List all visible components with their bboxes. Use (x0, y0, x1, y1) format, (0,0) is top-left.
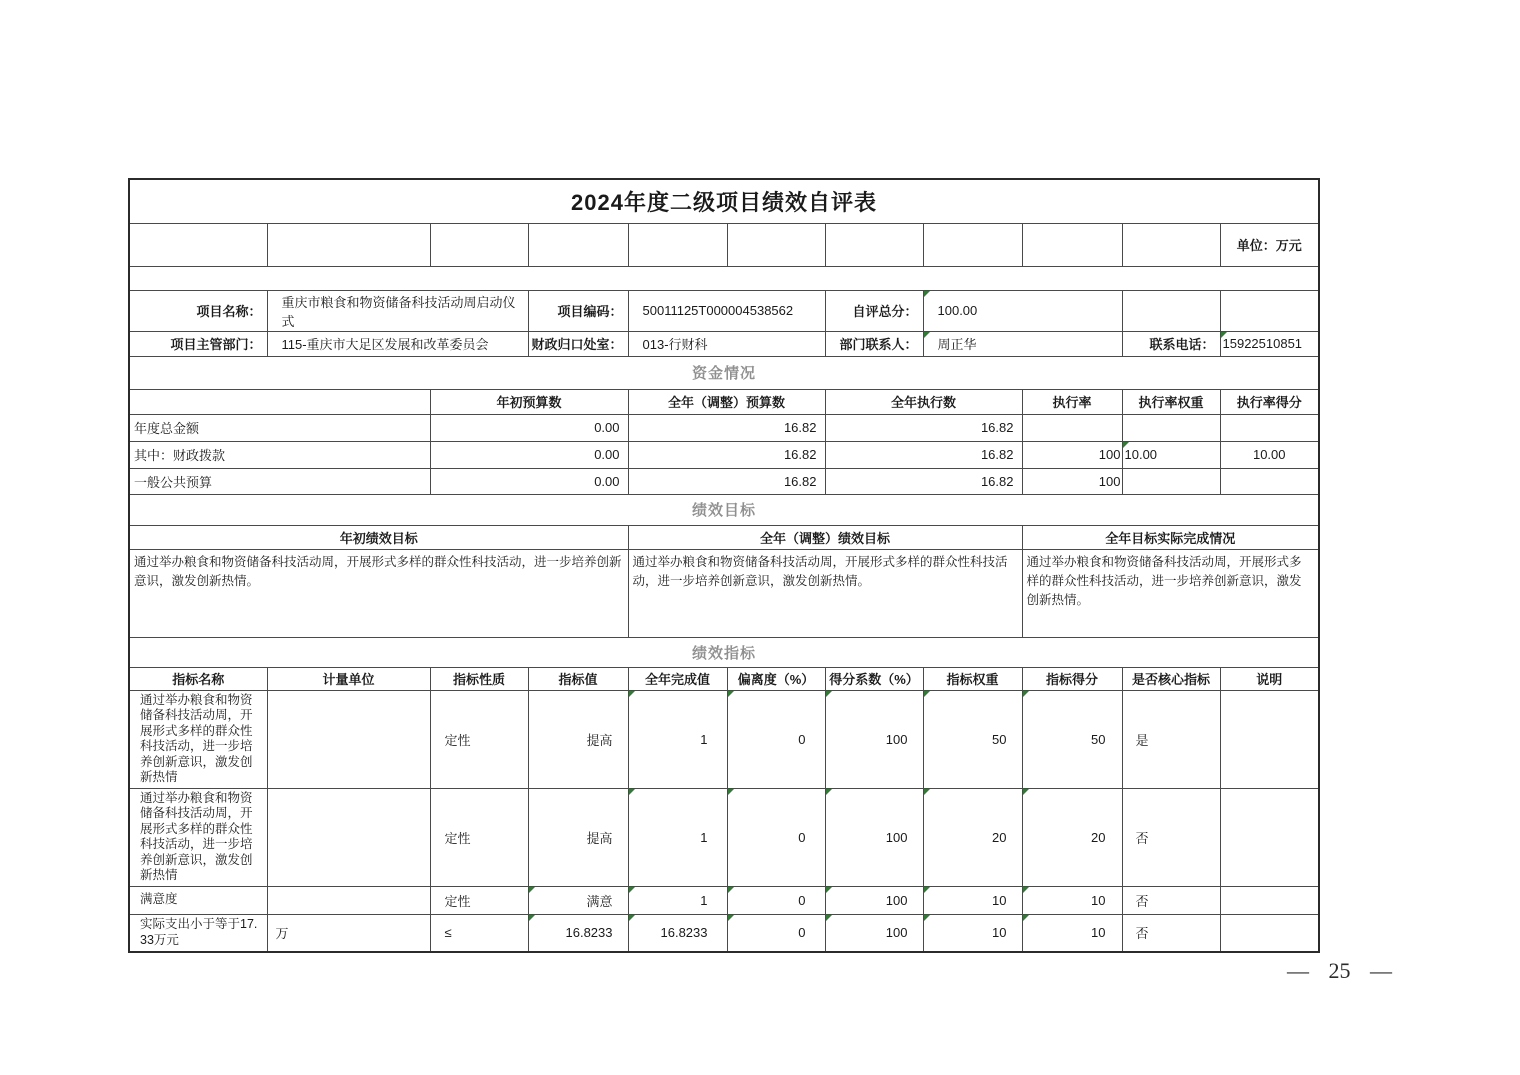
empty-cell (129, 266, 1319, 290)
funding-executed-value: 16.82 (825, 441, 1022, 468)
indicator-weight: 20 (923, 788, 1022, 886)
indicator-core-flag: 否 (1122, 886, 1220, 914)
goal-adjusted-text: 通过举办粮食和物资储备科技活动周，开展形式多样的群众性科技活动，进一步培养创新意识，激发创新热情。 (628, 549, 1022, 637)
funding-rate-weight-value (1122, 414, 1220, 441)
indicator-row-4 (129, 914, 1319, 952)
indicator-header-core: 是否核心指标 (1122, 667, 1220, 690)
self-score-label: 自评总分： (825, 290, 923, 331)
indicator-note (1220, 788, 1319, 886)
contact-person-value: 周正华 (923, 331, 1122, 356)
goals-header-row (129, 525, 1319, 549)
indicators-section-title: 绩效指标 (129, 637, 1319, 667)
funding-row-label: 其中：财政拨款 (129, 441, 430, 468)
contact-person-label: 部门联系人： (825, 331, 923, 356)
indicator-weight: 10 (923, 914, 1022, 952)
goals-section-row (129, 494, 1319, 525)
indicator-core-flag: 是 (1122, 690, 1220, 788)
evaluation-sheet (128, 178, 1320, 953)
project-code-value: 50011125T000004538562 (628, 290, 825, 331)
indicator-coefficient: 100 (825, 886, 923, 914)
indicator-unit (267, 788, 430, 886)
indicator-deviation: 0 (727, 690, 825, 788)
goals-section-title: 绩效目标 (129, 494, 1319, 525)
funding-rate-score-value (1220, 468, 1319, 494)
funding-rate-weight-value: 10.00 (1122, 441, 1220, 468)
empty-cell (825, 223, 923, 266)
indicator-core-flag: 否 (1122, 914, 1220, 952)
indicator-weight: 10 (923, 886, 1022, 914)
indicator-header-unit: 计量单位 (267, 667, 430, 690)
empty-cell (1122, 223, 1220, 266)
funding-rate-weight-value (1122, 468, 1220, 494)
self-evaluation-table (128, 178, 1320, 953)
page-title: 2024年度二级项目绩效自评表 (129, 179, 1319, 223)
project-info-row-2 (129, 331, 1319, 356)
empty-cell (1220, 290, 1319, 331)
indicator-unit (267, 886, 430, 914)
department-label: 项目主管部门： (129, 331, 267, 356)
funding-row-label: 一般公共预算 (129, 468, 430, 494)
indicator-score: 20 (1022, 788, 1122, 886)
indicator-note (1220, 690, 1319, 788)
empty-cell (1022, 223, 1122, 266)
indicator-coefficient: 100 (825, 690, 923, 788)
funding-rate-value: 100 (1022, 468, 1122, 494)
funding-row-public-budget (129, 468, 1319, 494)
indicator-note (1220, 914, 1319, 952)
indicator-row-2 (129, 788, 1319, 886)
title-row (129, 179, 1319, 223)
project-name-value: 重庆市粮食和物资储备科技活动周启动仪式 (267, 290, 528, 331)
funding-section-row (129, 356, 1319, 389)
funding-header-rate-weight: 执行率权重 (1122, 389, 1220, 414)
funding-header-adjusted-budget: 全年（调整）预算数 (628, 389, 825, 414)
indicator-header-coefficient: 得分系数（%） (825, 667, 923, 690)
empty-cell (923, 223, 1022, 266)
finance-office-value: 013-行财科 (628, 331, 825, 356)
funding-rate-score-value (1220, 414, 1319, 441)
department-value: 115-重庆市大足区发展和改革委员会 (267, 331, 528, 356)
funding-header-rate: 执行率 (1022, 389, 1122, 414)
empty-header-cell (129, 389, 430, 414)
indicator-name: 通过举办粮食和物资储备科技活动周，开展形式多样的群众性科技活动，进一步培养创新意识，激发创新热情 (129, 690, 267, 788)
indicator-nature: 定性 (430, 690, 528, 788)
indicator-deviation: 0 (727, 914, 825, 952)
indicator-coefficient: 100 (825, 914, 923, 952)
unit-label: 单位：万元 (1220, 223, 1319, 266)
indicator-row-3 (129, 886, 1319, 914)
indicator-header-completed: 全年完成值 (628, 667, 727, 690)
funding-executed-value: 16.82 (825, 468, 1022, 494)
indicator-core-flag: 否 (1122, 788, 1220, 886)
indicator-deviation: 0 (727, 788, 825, 886)
indicator-header-deviation: 偏离度（%） (727, 667, 825, 690)
indicator-header-note: 说明 (1220, 667, 1319, 690)
indicator-nature: ≤ (430, 914, 528, 952)
funding-row-label: 年度总金额 (129, 414, 430, 441)
indicators-header-row (129, 667, 1319, 690)
funding-adjusted-value: 16.82 (628, 468, 825, 494)
empty-cell (528, 223, 628, 266)
indicator-completed-value: 16.8233 (628, 914, 727, 952)
funding-row-total (129, 414, 1319, 441)
unit-row (129, 223, 1319, 266)
indicator-completed-value: 1 (628, 690, 727, 788)
phone-label: 联系电话： (1122, 331, 1220, 356)
indicator-note (1220, 886, 1319, 914)
funding-row-fiscal (129, 441, 1319, 468)
funding-adjusted-value: 16.82 (628, 441, 825, 468)
goals-content-row (129, 549, 1319, 637)
indicator-header-score: 指标得分 (1022, 667, 1122, 690)
indicator-nature: 定性 (430, 886, 528, 914)
project-name-label: 项目名称： (129, 290, 267, 331)
indicator-target-value: 满意 (528, 886, 628, 914)
funding-initial-value: 0.00 (430, 414, 628, 441)
funding-rate-value (1022, 414, 1122, 441)
indicator-coefficient: 100 (825, 788, 923, 886)
indicator-header-nature: 指标性质 (430, 667, 528, 690)
indicator-name: 实际支出小于等于17.33万元 (129, 914, 267, 952)
indicator-name: 通过举办粮食和物资储备科技活动周，开展形式多样的群众性科技活动，进一步培养创新意识，激发创新热情 (129, 788, 267, 886)
funding-initial-value: 0.00 (430, 468, 628, 494)
goals-header-adjusted: 全年（调整）绩效目标 (628, 525, 1022, 549)
indicator-unit: 万 (267, 914, 430, 952)
indicator-target-value: 提高 (528, 690, 628, 788)
funding-executed-value: 16.82 (825, 414, 1022, 441)
project-code-label: 项目编码： (528, 290, 628, 331)
goal-actual-text: 通过举办粮食和物资储备科技活动周，开展形式多样的群众性科技活动，进一步培养创新意识，激发创新热情。 (1022, 549, 1319, 637)
page-number: — 25 — (1287, 958, 1392, 983)
funding-initial-value: 0.00 (430, 441, 628, 468)
finance-office-label: 财政归口处室： (528, 331, 628, 356)
goals-header-initial: 年初绩效目标 (129, 525, 628, 549)
indicators-section-row (129, 637, 1319, 667)
self-score-value: 100.00 (923, 290, 1122, 331)
indicator-header-name: 指标名称 (129, 667, 267, 690)
indicator-name: 满意度 (129, 886, 267, 914)
indicator-target-value: 提高 (528, 788, 628, 886)
funding-header-executed: 全年执行数 (825, 389, 1022, 414)
funding-adjusted-value: 16.82 (628, 414, 825, 441)
goals-header-actual: 全年目标实际完成情况 (1022, 525, 1319, 549)
empty-cell (1122, 290, 1220, 331)
indicator-header-target: 指标值 (528, 667, 628, 690)
indicator-completed-value: 1 (628, 886, 727, 914)
empty-cell (129, 223, 267, 266)
indicator-score: 10 (1022, 914, 1122, 952)
indicator-header-weight: 指标权重 (923, 667, 1022, 690)
funding-header-rate-score: 执行率得分 (1220, 389, 1319, 414)
indicator-completed-value: 1 (628, 788, 727, 886)
indicator-target-value: 16.8233 (528, 914, 628, 952)
funding-header-initial-budget: 年初预算数 (430, 389, 628, 414)
indicator-score: 10 (1022, 886, 1122, 914)
empty-cell (727, 223, 825, 266)
indicator-row-1 (129, 690, 1319, 788)
empty-cell (628, 223, 727, 266)
funding-section-title: 资金情况 (129, 356, 1319, 389)
indicator-deviation: 0 (727, 886, 825, 914)
spacer-row (129, 266, 1319, 290)
funding-header-row (129, 389, 1319, 414)
goal-initial-text: 通过举办粮食和物资储备科技活动周，开展形式多样的群众性科技活动，进一步培养创新意识，激发创新热情。 (129, 549, 628, 637)
empty-cell (267, 223, 430, 266)
funding-rate-value: 100 (1022, 441, 1122, 468)
funding-rate-score-value: 10.00 (1220, 441, 1319, 468)
empty-cell (430, 223, 528, 266)
project-info-row-1 (129, 290, 1319, 331)
phone-value: 15922510851 (1220, 331, 1319, 356)
indicator-score: 50 (1022, 690, 1122, 788)
indicator-nature: 定性 (430, 788, 528, 886)
indicator-unit (267, 690, 430, 788)
indicator-weight: 50 (923, 690, 1022, 788)
